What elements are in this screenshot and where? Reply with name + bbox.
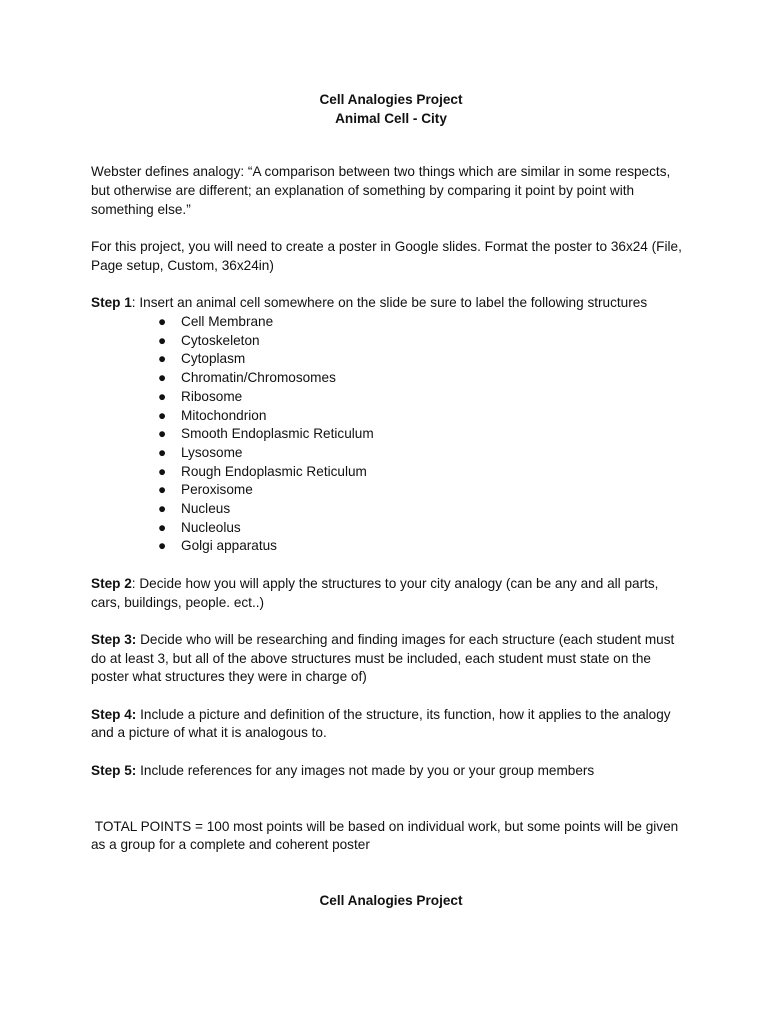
bullet-icon: ● bbox=[158, 314, 167, 329]
structure-label: Ribosome bbox=[181, 388, 243, 404]
structure-label: Nucleolus bbox=[181, 519, 241, 535]
structure-label: Smooth Endoplasmic Reticulum bbox=[181, 426, 374, 442]
list-item bbox=[158, 481, 691, 500]
step-5 bbox=[91, 762, 691, 781]
document-title: Cell Analogies Project bbox=[319, 92, 463, 107]
structure-label: Cytoskeleton bbox=[181, 332, 260, 348]
list-item bbox=[158, 388, 691, 407]
bullet-icon: ● bbox=[158, 351, 167, 367]
bullet-icon: ● bbox=[158, 538, 167, 554]
structure-label: Mitochondrion bbox=[181, 407, 267, 423]
step-3-label: Step 3: bbox=[91, 631, 137, 647]
step-4 bbox=[91, 706, 691, 743]
step-3-text: Decide who will be researching and finding images for each structure (each student must do at least 3, but all of the above structures must be included, each student must state on the poster what structures they were in charge of) bbox=[91, 631, 675, 685]
list-item bbox=[158, 313, 691, 332]
structure-label: Nucleus bbox=[181, 501, 231, 517]
list-item bbox=[158, 407, 691, 426]
analogy-definition: Webster defines analogy: “A comparison between two things which are similar in some respects, but otherwise are different; an explanation of something by comparing it point by point with something else.” bbox=[91, 164, 671, 217]
bullet-icon: ● bbox=[158, 463, 167, 479]
list-item bbox=[158, 444, 691, 463]
list-item bbox=[158, 369, 691, 388]
footer-title: Cell Analogies Project bbox=[319, 892, 463, 908]
list-item bbox=[158, 500, 691, 519]
document-subtitle: Animal Cell - City bbox=[335, 110, 447, 126]
structure-label: Cell Membrane bbox=[181, 314, 274, 329]
bullet-icon: ● bbox=[158, 407, 167, 423]
list-item bbox=[158, 537, 691, 556]
step-2-label: Step 2 bbox=[91, 575, 132, 591]
list-item bbox=[158, 350, 691, 369]
list-item bbox=[158, 463, 691, 482]
list-item bbox=[158, 332, 691, 351]
list-item bbox=[158, 425, 691, 444]
structure-label: Peroxisome bbox=[181, 482, 253, 498]
bullet-icon: ● bbox=[158, 332, 167, 348]
total-points-note: TOTAL POINTS = 100 most points will be based on individual work, but some points will be given as a group for a complete and coherent poster bbox=[91, 818, 682, 853]
structure-label: Chromatin/Chromosomes bbox=[181, 370, 336, 386]
structure-list bbox=[91, 313, 691, 556]
poster-format-instructions: For this project, you will need to create a poster in Google slides. Format the poster to 36x24 (File, Page setup, Custom, 36x24in) bbox=[91, 239, 682, 273]
document-body bbox=[91, 91, 691, 911]
bullet-icon: ● bbox=[158, 388, 167, 404]
bullet-icon: ● bbox=[158, 370, 167, 386]
step-5-text: Include references for any images not made by you or your group members bbox=[140, 762, 595, 778]
step-1 bbox=[91, 294, 691, 313]
bullet-icon: ● bbox=[158, 501, 167, 517]
bullet-icon: ● bbox=[158, 426, 167, 442]
bullet-icon: ● bbox=[158, 444, 167, 460]
step-2 bbox=[91, 575, 691, 612]
step-4-label: Step 4: bbox=[91, 706, 137, 722]
structure-label: Golgi apparatus bbox=[181, 538, 277, 554]
step-4-text: Include a picture and definition of the structure, its function, how it applies to the analogy and a picture of what it is analogous to. bbox=[91, 706, 671, 741]
structure-label: Rough Endoplasmic Reticulum bbox=[181, 463, 367, 479]
bullet-icon: ● bbox=[158, 482, 167, 498]
structure-label: Cytoplasm bbox=[181, 351, 246, 367]
structure-label: Lysosome bbox=[181, 444, 243, 460]
step-2-text: Decide how you will apply the structures to your city analogy (can be any and all parts, cars, buildings, people. ect..) bbox=[91, 575, 659, 610]
step-1-label: Step 1 bbox=[91, 295, 132, 311]
step-2-separator: : bbox=[131, 575, 140, 591]
step-1-separator: : bbox=[131, 295, 140, 311]
bullet-icon: ● bbox=[158, 519, 167, 535]
list-item bbox=[158, 519, 691, 538]
step-3 bbox=[91, 631, 691, 687]
step-1-text: Insert an animal cell somewhere on the slide be sure to label the following structures bbox=[139, 295, 648, 311]
step-5-label: Step 5: bbox=[91, 762, 137, 778]
